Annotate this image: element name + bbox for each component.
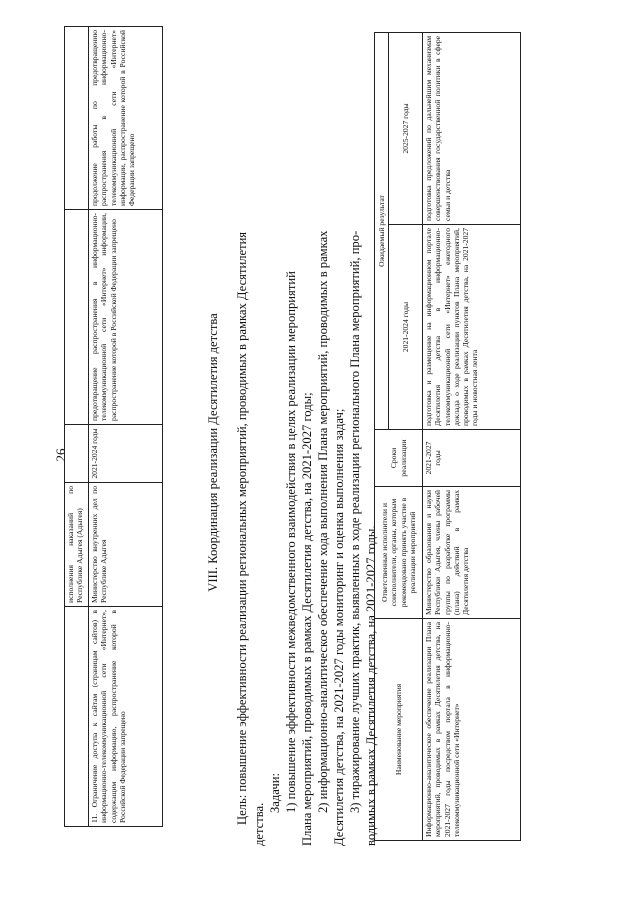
responsible-cell: Министерство образования и науки Республики Адыгея, члены рабочей группы по разработке программы (плана) действий в рамках Десятилетия детства <box>423 487 521 619</box>
result-2025-2027-cell: подготовка предложений по дальнейшим механизмам совершенствования государственной политики в сфере семьи и детства <box>423 32 521 224</box>
table-row <box>65 27 89 827</box>
result-2021-2024-cell: подготовка и размещение на информационном портале Десятилетия детства в информационно-телекоммуникационной сети «Интернет» ежегодного доклада о ходе реализации пунктов Плана мероприятий, проводимых в рамках Десятилетия детства, на 2021-2027 годы и новостная лента <box>423 225 521 430</box>
header-measure-name: Наименование мероприятия <box>375 619 423 841</box>
measure-name-cell: Информационно-аналитическое обеспечение реализации Плана мероприятий, проводимых в рамках Десятилетия детства, на 2021-2027 годы посредством портала в информационно-телекоммуникационной сети «Интернет» <box>423 619 521 841</box>
task-line: водимых в рамках Десятилетия детства, на 2021-2027 годы. <box>364 525 378 846</box>
goal-line: детства. <box>252 802 266 846</box>
plan-table-continued <box>64 26 163 827</box>
header-expected-result: Ожидаемый результат <box>375 32 389 429</box>
table-row <box>423 32 521 840</box>
result-2025-2027-cell: продолжение работы по предотвращению распространения в информационно-телекоммуникационной сети «Интернет» информации, распространение которой в Российской Федерации запрещено <box>89 27 163 210</box>
coordination-table <box>374 32 521 841</box>
header-period: Сроки реализации <box>375 430 423 487</box>
goal-line: Цель: повышение эффективности реализации региональных мероприятий, проводимых в рамках Десятилетия <box>235 231 249 825</box>
task-line: 3) тиражирование лучших практик, выявленных в ходе реализации регионального Плана мероприятий, про- <box>348 230 362 813</box>
table-header-row <box>375 32 389 840</box>
header-responsible: Ответственные исполнители и соисполнители, органы, которым рекомендовано принять участие в реализации мероприятий <box>375 487 423 619</box>
task-line: Десятилетия детства, на 2021-2027 годы мониторинг и оценка выполнения задач; <box>332 408 346 846</box>
section-title: VIII. Координация реализации Десятилетия детства <box>206 313 220 592</box>
tasks-label: Задачи: <box>268 773 282 813</box>
table-row <box>89 27 163 827</box>
measure-name-cell: 11. Ограничение доступа к сайтам (страницам сайтов) в информационно-телекоммуникационной сети «Интернет», содержащим информацию, распространение которой в Российской Федерации запрещено <box>89 607 163 827</box>
result-2021-2024-cell: предотвращение распространения в информационно-телекоммуникационной сети «Интернет» информации, распространение которой в Российской Федерации запрещено <box>89 210 163 425</box>
period-cell: 2021-2024 годы <box>89 425 163 483</box>
responsible-cell: исполнения наказаний по Республике Адыгея (Адыгея) <box>65 483 89 607</box>
task-line: 2) информационно-аналитическое обеспечение хода выполнения Плана мероприятий, проводимых в рамках <box>316 230 330 813</box>
header-years-2021-2024: 2021-2024 годы <box>389 225 423 430</box>
task-line: 1) повышение эффективности межведомственного взаимодействия в целях реализации мероприятий <box>284 271 298 813</box>
responsible-cell: Министерство внутренних дел по Республике Адыгея <box>89 483 163 607</box>
page-number: 26 <box>53 448 68 462</box>
period-cell: 2021-2027 годы <box>423 430 521 487</box>
task-line: Плана мероприятий, проводимых в рамках Десятилетия детства, на 2021-2027 годы; <box>300 392 314 846</box>
header-years-2025-2027: 2025-2027 годы <box>389 32 423 224</box>
